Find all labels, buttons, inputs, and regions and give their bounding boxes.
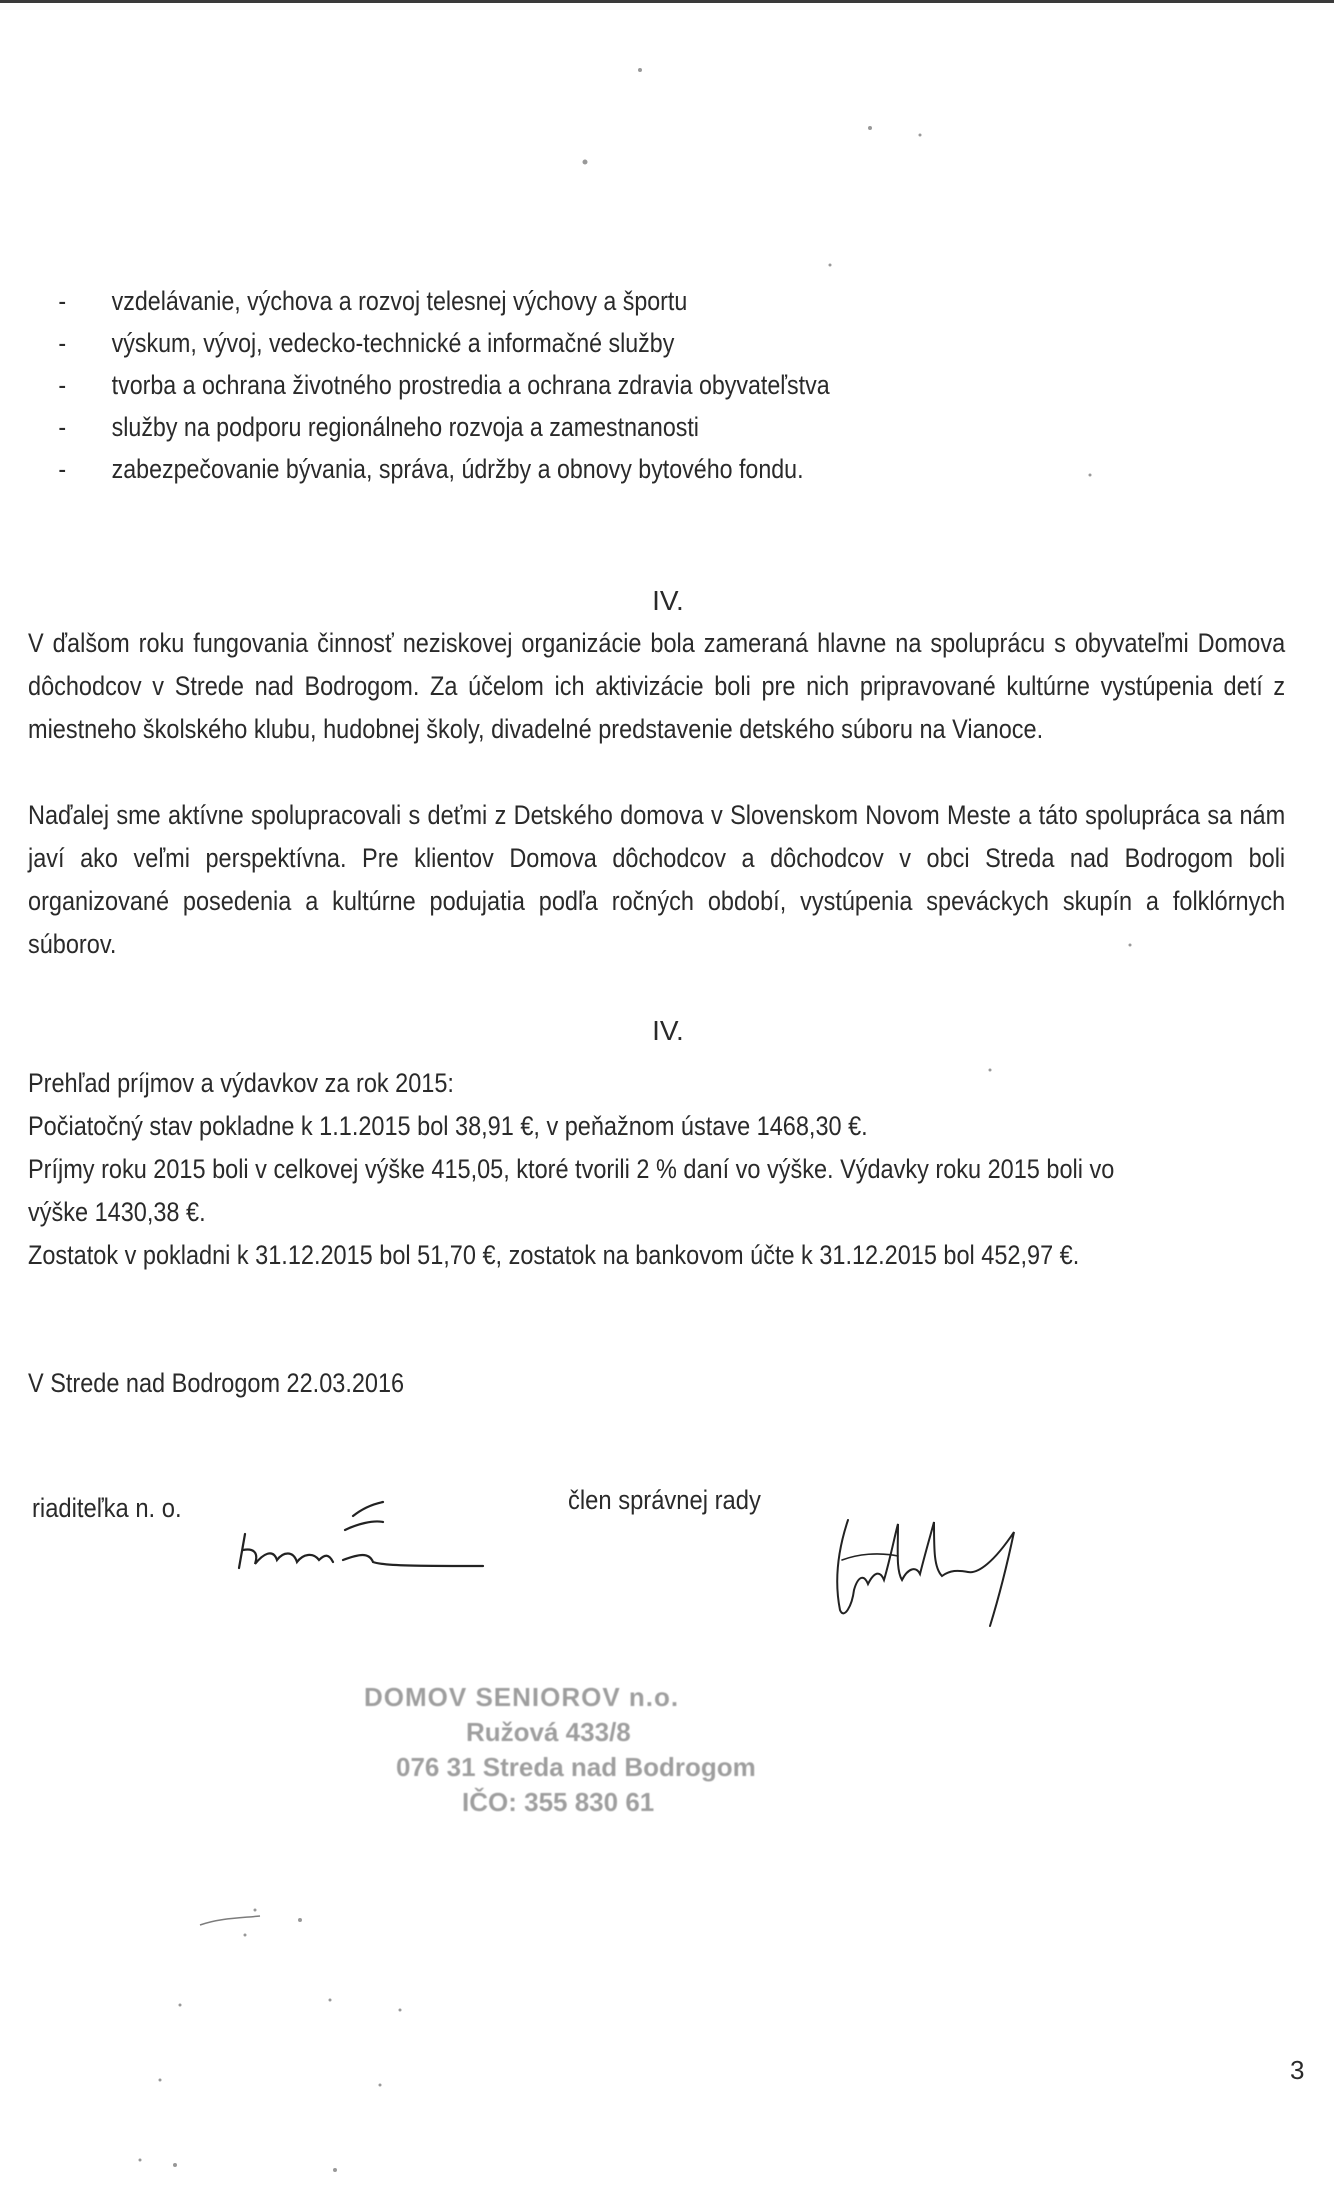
activities-paragraph-1: V ďalšom roku fungovania činnosť neziskovej organizácie bola zameraná hlavne na spoluprácu s obyvateľmi Domova dôchodcov v Strede nad Bodrogom. Za účelom ich aktivizácie boli pre nich pripravované kultúrne vystúpenia detí z miestneho školského klubu, hudobnej školy, divadelné predstavenie detského súboru na Vianoce. bbox=[28, 628, 1286, 744]
section-heading-activities: IV. bbox=[652, 585, 684, 616]
section-heading-finance: IV. bbox=[652, 1015, 684, 1046]
organization-stamp bbox=[358, 1680, 778, 1830]
place-and-date: V Strede nad Bodrogom 22.03.2016 bbox=[28, 1368, 405, 1398]
stamp-line: Ružová 433/8 bbox=[466, 1717, 631, 1747]
bullet-text: vzdelávanie, výchova a rozvoj telesnej výchovy a športu bbox=[111, 286, 688, 316]
board-member-signature bbox=[818, 1510, 1038, 1630]
bullet-item bbox=[48, 364, 1080, 406]
bullet-text: zabezpečovanie bývania, správa, údržby a obnovy bytového fondu. bbox=[111, 454, 804, 484]
document-page bbox=[28, 0, 1308, 2192]
bullet-dash: - bbox=[58, 412, 67, 442]
bullet-dash: - bbox=[58, 454, 67, 484]
finance-opening-balance: Počiatočný stav pokladne k 1.1.2015 bol 38,91 €, v peňažnom ústave 1468,30 €. bbox=[28, 1111, 868, 1141]
bullet-text: výskum, vývoj, vedecko-technické a informačné služby bbox=[111, 328, 675, 358]
stamp-line: 076 31 Streda nad Bodrogom bbox=[396, 1752, 756, 1782]
bullet-text: služby na podporu regionálneho rozvoja a zamestnanosti bbox=[111, 412, 699, 442]
bullet-item bbox=[48, 322, 1080, 364]
bullet-item bbox=[48, 406, 1080, 448]
finance-expenses-amount: výške 1430,38 €. bbox=[28, 1197, 206, 1227]
bullet-dash: - bbox=[58, 286, 67, 316]
bullet-text: tvorba a ochrana životného prostredia a ochrana zdravia obyvateľstva bbox=[111, 370, 830, 400]
director-label: riaditeľka n. o. bbox=[32, 1493, 182, 1523]
bullet-item bbox=[48, 280, 1080, 322]
bullet-dash: - bbox=[58, 370, 67, 400]
finance-income: Príjmy roku 2015 boli v celkovej výške 415,05, ktoré tvorili 2 % daní vo výške. Výdavky roku 2015 boli vo bbox=[28, 1154, 1115, 1184]
stamp-line: IČO: 355 830 61 bbox=[462, 1787, 655, 1817]
stamp-line: DOMOV SENIOROV n.o. bbox=[364, 1682, 680, 1712]
bullet-list bbox=[48, 280, 1080, 490]
finance-title: Prehľad príjmov a výdavkov za rok 2015: bbox=[28, 1068, 454, 1098]
director-signature bbox=[233, 1490, 493, 1580]
bullet-dash: - bbox=[58, 328, 67, 358]
page-number: 3 bbox=[1290, 2055, 1305, 2085]
activities-paragraph-2: Naďalej sme aktívne spolupracovali s deťmi z Detského domova v Slovenskom Novom Meste a táto spolupráca sa nám javí ako veľmi perspektívna. Pre klientov Domova dôchodcov a dôchodcov v obci Streda nad Bodrogom boli organizované posedenia a kultúrne podujatia podľa ročných období, vystúpenia speváckych skupín a folklórnych súborov. bbox=[28, 800, 1286, 959]
bullet-item bbox=[48, 448, 1080, 490]
finance-closing-balance: Zostatok v pokladni k 31.12.2015 bol 51,70 €, zostatok na bankovom účte k 31.12.2015 bol 452,97 €. bbox=[28, 1240, 1080, 1270]
board-member-label: člen správnej rady bbox=[568, 1485, 761, 1515]
